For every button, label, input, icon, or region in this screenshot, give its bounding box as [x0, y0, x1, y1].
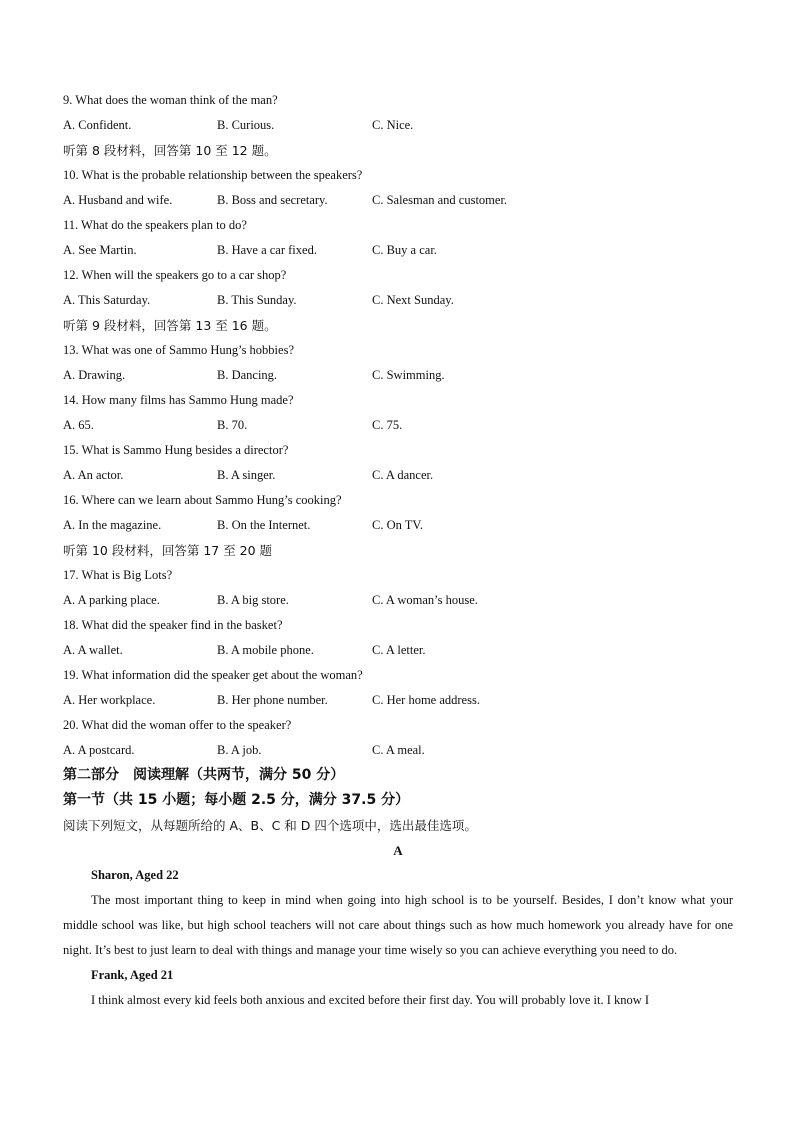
option-c: C. A woman’s house. — [372, 593, 478, 607]
question-10: 10. What is the probable relationship between the speakers? — [63, 168, 363, 182]
author-name: Sharon, Aged 22 — [91, 868, 179, 882]
option-b: B. Boss and secretary. — [217, 193, 328, 207]
listening-header-9: 听第 9 段材料，回答第 13 至 16 题。 — [63, 318, 277, 333]
question-12: 12. When will the speakers go to a car shop? — [63, 268, 287, 282]
option-a: A. A parking place. — [63, 593, 160, 607]
options-11 — [63, 238, 733, 263]
options-12 — [63, 288, 733, 313]
option-c: C. Buy a car. — [372, 243, 437, 257]
option-c: C. 75. — [372, 418, 403, 432]
option-b: B. Dancing. — [217, 368, 278, 382]
options-18 — [63, 638, 733, 663]
options-16 — [63, 513, 733, 538]
option-b: B. On the Internet. — [217, 518, 311, 532]
part-two-title: 第二部分 阅读理解（共两节，满分 50 分） — [63, 767, 345, 783]
options-19 — [63, 688, 733, 713]
question-11: 11. What do the speakers plan to do? — [63, 218, 247, 232]
option-c: C. Swimming. — [372, 368, 445, 382]
question-17: 17. What is Big Lots? — [63, 568, 173, 582]
options-14 — [63, 413, 733, 438]
option-a: A. Confident. — [63, 118, 132, 132]
option-b: B. A singer. — [217, 468, 276, 482]
option-a: A. A wallet. — [63, 643, 123, 657]
option-a: A. Her workplace. — [63, 693, 156, 707]
question-14: 14. How many films has Sammo Hung made? — [63, 393, 294, 407]
passage-paragraph: The most important thing to keep in mind when going into high school is to be yourself. Besides, I don’t know what your middle school was like, but high school teachers will not care about things such as how much homework you already have for one night. It’s best to just learn to deal with things and manage your time wisely so you can achieve everything you need to do. — [63, 893, 733, 957]
option-b: B. A mobile phone. — [217, 643, 314, 657]
option-a: A. Husband and wife. — [63, 193, 173, 207]
option-b: B. A job. — [217, 743, 262, 757]
option-c: C. On TV. — [372, 518, 423, 532]
passage-paragraph: I think almost every kid feels both anxious and excited before their first day. You will probably love it. I know I — [91, 993, 650, 1007]
option-c: C. A letter. — [372, 643, 426, 657]
document-page — [63, 88, 733, 1013]
listening-header-8: 听第 8 段材料，回答第 10 至 12 题。 — [63, 143, 277, 158]
option-b: B. Her phone number. — [217, 693, 328, 707]
option-c: C. A dancer. — [372, 468, 434, 482]
option-a: A. A postcard. — [63, 743, 135, 757]
question-13: 13. What was one of Sammo Hung’s hobbies? — [63, 343, 294, 357]
options-15 — [63, 463, 733, 488]
option-a: A. Drawing. — [63, 368, 126, 382]
question-16: 16. Where can we learn about Sammo Hung’s cooking? — [63, 493, 342, 507]
options-17 — [63, 588, 733, 613]
option-c: C. Salesman and customer. — [372, 193, 508, 207]
question-19: 19. What information did the speaker get about the woman? — [63, 668, 363, 682]
option-a: A. See Martin. — [63, 243, 137, 257]
options-9 — [63, 113, 733, 138]
option-a: A. This Saturday. — [63, 293, 151, 307]
option-a: A. An actor. — [63, 468, 124, 482]
option-b: B. Have a car fixed. — [217, 243, 317, 257]
listening-header-10: 听第 10 段材料，回答第 17 至 20 题 — [63, 543, 273, 558]
option-a: A. 65. — [63, 418, 94, 432]
options-13 — [63, 363, 733, 388]
option-b: B. A big store. — [217, 593, 289, 607]
question-9: 9. What does the woman think of the man? — [63, 93, 278, 107]
passage-label: A — [393, 843, 403, 858]
options-20 — [63, 738, 733, 763]
option-c: C. Nice. — [372, 118, 414, 132]
question-20: 20. What did the woman offer to the speaker? — [63, 718, 292, 732]
author-name: Frank, Aged 21 — [91, 968, 174, 982]
option-b: B. 70. — [217, 418, 248, 432]
option-c: C. A meal. — [372, 743, 425, 757]
option-c: C. Her home address. — [372, 693, 480, 707]
options-10 — [63, 188, 733, 213]
question-15: 15. What is Sammo Hung besides a director? — [63, 443, 289, 457]
section-one-title: 第一节（共 15 小题；每小题 2.5 分，满分 37.5 分） — [63, 792, 410, 808]
question-18: 18. What did the speaker find in the basket? — [63, 618, 283, 632]
option-b: B. This Sunday. — [217, 293, 297, 307]
instructions: 阅读下列短文，从每题所给的 A、B、C 和 D 四个选项中，选出最佳选项。 — [63, 818, 477, 833]
option-b: B. Curious. — [217, 118, 275, 132]
option-a: A. In the magazine. — [63, 518, 162, 532]
option-c: C. Next Sunday. — [372, 293, 454, 307]
